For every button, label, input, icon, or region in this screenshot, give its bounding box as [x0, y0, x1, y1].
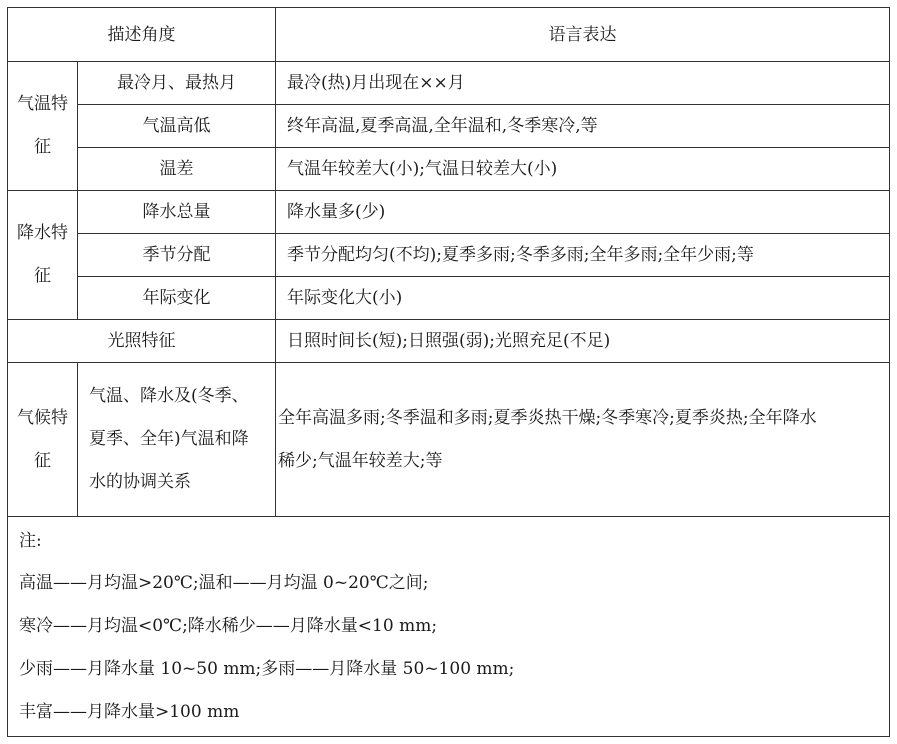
aspect-cell: 季节分配 [142, 245, 211, 265]
header-expression: 语言表达 [548, 24, 617, 45]
aspect-line: 水的协调关系 [89, 472, 191, 492]
expression-cell-climate [276, 363, 889, 516]
aspect-cell: 降水总量 [142, 202, 211, 222]
expression-cell: 终年高温,夏季高温,全年温和,冬季寒冷,等 [287, 116, 598, 136]
aspect-cell-sunlight: 光照特征 [107, 331, 176, 351]
group-title-line: 降水特 [17, 223, 68, 243]
notes-title: 注: [19, 531, 42, 551]
group-title-temperature [8, 62, 77, 190]
row-divider [7, 516, 890, 517]
table-border-bottom [7, 736, 890, 737]
aspect-cell: 温差 [159, 159, 194, 179]
note-line: 少雨——月降水量 10~50 mm;多雨——月降水量 50~100 mm; [19, 659, 515, 679]
group-title-line: 征 [34, 266, 51, 286]
aspect-cell: 最冷月、最热月 [117, 73, 236, 93]
table-border-right [889, 7, 890, 737]
group-title-line: 征 [34, 450, 51, 471]
note-line: 高温——月均温>20℃;温和——月均温 0~20℃之间; [19, 573, 429, 593]
group-title-line: 征 [34, 137, 51, 157]
expression-cell: 日照时间长(短);日照强(弱);光照充足(不足) [287, 331, 611, 351]
expression-cell: 季节分配均匀(不均);夏季多雨;冬季多雨;全年多雨;全年少雨;等 [287, 245, 754, 265]
aspect-cell: 年际变化 [142, 288, 211, 308]
header-aspect: 描述角度 [107, 24, 176, 45]
group-title-line: 气候特 [17, 407, 68, 428]
expression-cell: 最冷(热)月出现在××月 [287, 73, 465, 93]
note-line: 丰富——月降水量>100 mm [19, 702, 240, 722]
group-title-precipitation [8, 191, 77, 319]
expression-cell: 气温年较差大(小);气温日较差大(小) [287, 159, 558, 179]
expression-line: 稀少;气温年较差大;等 [278, 450, 443, 471]
aspect-cell: 气温高低 [142, 116, 211, 136]
group-title-climate [8, 363, 77, 516]
aspect-cell-climate [78, 363, 275, 516]
aspect-line: 夏季、全年)气温和降 [89, 429, 249, 449]
note-line: 寒冷——月均温<0℃;降水稀少——月降水量<10 mm; [19, 616, 438, 636]
expression-cell: 降水量多(少) [287, 202, 386, 222]
aspect-line: 气温、降水及(冬季、 [89, 386, 249, 406]
expression-line: 全年高温多雨;冬季温和多雨;夏季炎热干燥;冬季寒冷;夏季炎热;全年降水 [278, 407, 817, 428]
expression-cell: 年际变化大(小) [287, 288, 403, 308]
group-title-line: 气温特 [17, 94, 68, 114]
